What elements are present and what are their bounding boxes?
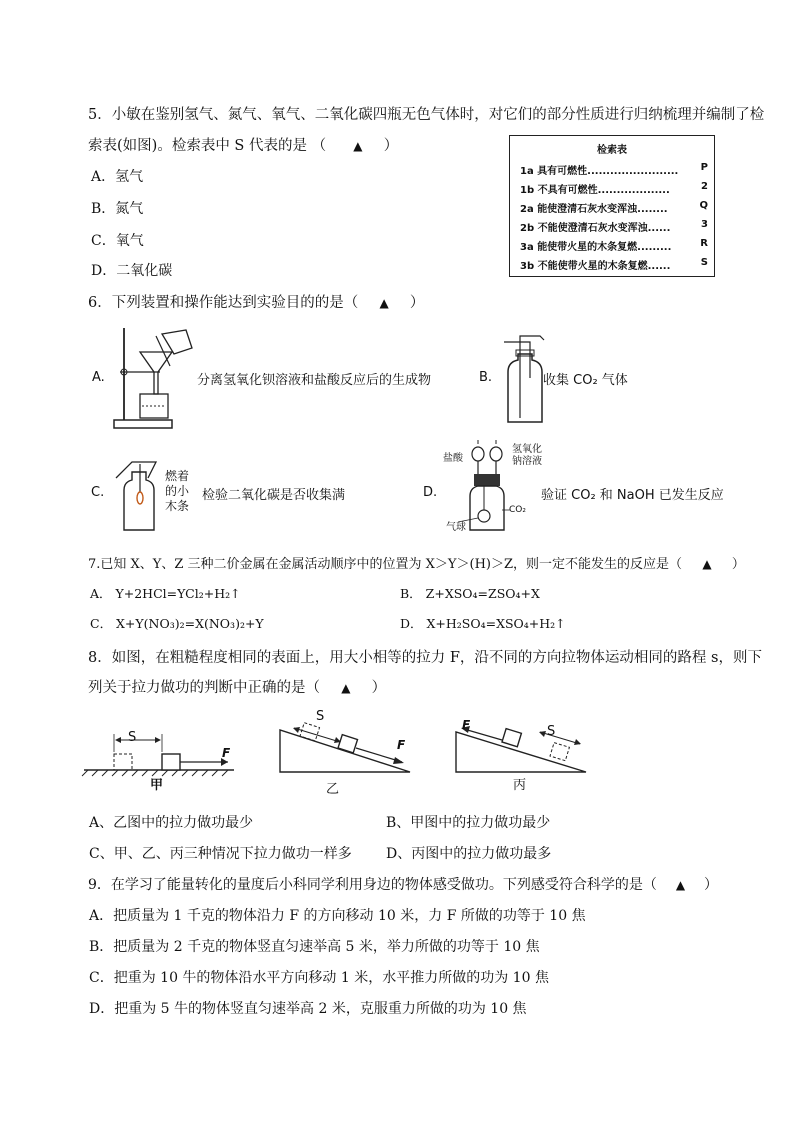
q7-option-d[interactable]: D． X+H₂SO₄=XSO₄+H₂↑ — [400, 616, 566, 631]
q6-option-a-text: 分离氢氧化钡溶液和盐酸反应后的生成物 — [197, 373, 432, 388]
f-label: F — [462, 718, 471, 732]
q5-option-b[interactable]: B．氮气 — [91, 201, 144, 217]
q5-option-c[interactable]: C．氧气 — [91, 233, 144, 249]
q5-option-a[interactable]: A．氢气 — [91, 169, 144, 185]
q5-option-d[interactable]: D．二氧化碳 — [91, 263, 173, 279]
hcl-label: 盐酸 — [443, 453, 463, 464]
q6-option-c-text: 检验二氧化碳是否收集满 — [202, 488, 346, 503]
q8-stem-line1: 8．如图，在粗糙程度相同的表面上，用大小相等的拉力 F，沿不同的方向拉物体运动相同的路程 s，则下 — [88, 650, 762, 666]
figure-bing-label: 丙 — [513, 778, 527, 793]
lookup-row: 1b 不具有可燃性................... 2 — [520, 181, 708, 196]
answer-marker: ▲ — [675, 878, 686, 892]
q7-stem: 7.已知 X、Y、Z 三种二价金属在金属活动顺序中的位置为 X＞Y＞(H)＞Z，则一定不能发生的反应是（ ▲ ） — [88, 557, 745, 572]
q8-option-a[interactable]: A、乙图中的拉力做功最少 — [89, 815, 254, 831]
answer-marker: ▲ — [702, 557, 712, 571]
lookup-row: 3a 能使带火星的木条复燃......... R — [520, 238, 708, 253]
q6-option-d-letter[interactable]: D. — [423, 485, 438, 500]
q9-option-c[interactable]: C．把重为 10 牛的物体沿水平方向移动 1 米，水平推力所做的功为 10 焦 — [89, 970, 549, 986]
q9-stem: 9．在学习了能量转化的量度后小科同学利用身边的物体感受做功。下列感受符合科学的是（ ▲ ） — [88, 877, 718, 893]
q6-option-b-letter[interactable]: B. — [479, 370, 493, 385]
q9-option-b[interactable]: B．把质量为 2 千克的物体竖直匀速举高 5 米，举力所做的功等于 10 焦 — [89, 939, 540, 955]
figure-bing-incline-down — [450, 710, 600, 778]
q8-stem-line2: 列关于拉力做功的判断中正确的是（ ▲ ） — [88, 680, 387, 696]
q6-option-a-letter[interactable]: A. — [92, 370, 105, 385]
lookup-row: 3b 不能使带火星的木条复燃...... S — [520, 257, 708, 272]
f-label: F — [222, 746, 231, 760]
s-label: S — [128, 730, 137, 745]
figure-yi-label: 乙 — [326, 782, 340, 797]
q6-option-d-text: 验证 CO₂ 和 NaOH 已发生反应 — [541, 488, 724, 503]
naoh-label: 氢氧化 钠溶液 — [512, 444, 542, 467]
q5-stem-line2: 索表(如图)。检索表中 S 代表的是 （ ▲ ） — [88, 138, 399, 154]
filtration-apparatus-icon — [112, 322, 202, 432]
figure-jia-horizontal — [84, 728, 244, 794]
lookup-table — [509, 135, 715, 277]
q7-option-c[interactable]: C． X+Y(NO₃)₂=X(NO₃)₂+Y — [90, 616, 264, 631]
q9-option-d[interactable]: D．把重为 5 牛的物体竖直匀速举高 2 米，克服重力所做的功为 10 焦 — [89, 1001, 527, 1017]
answer-marker: ▲ — [341, 681, 351, 695]
lookup-table-title: 检索表 — [597, 145, 627, 156]
s-label: S — [547, 724, 556, 739]
q6-option-c-letter[interactable]: C. — [91, 485, 105, 500]
q8-option-b[interactable]: B、甲图中的拉力做功最少 — [386, 815, 551, 831]
bottle-with-stick-icon — [114, 460, 164, 532]
q8-option-c[interactable]: C、甲、乙、丙三种情况下拉力做功一样多 — [89, 846, 352, 862]
q6-stem: 6．下列装置和操作能达到实验目的的是（ ▲ ） — [88, 295, 425, 311]
lookup-row: 2b 不能使澄清石灰水变浑浊...... 3 — [520, 219, 708, 234]
q9-option-a[interactable]: A．把质量为 1 千克的物体沿力 F 的方向移动 10 米，力 F 所做的功等于 10 焦 — [89, 908, 586, 924]
lookup-row: 2a 能使澄清石灰水变浑浊........ Q — [520, 200, 708, 215]
figure-jia-label: 甲 — [150, 778, 164, 793]
q8-option-d[interactable]: D、丙图中的拉力做功最多 — [386, 846, 552, 862]
answer-marker: ▲ — [379, 296, 389, 310]
co2-naoh-apparatus-icon — [462, 440, 522, 532]
balloon-label: 气球 — [446, 522, 466, 533]
q7-option-a[interactable]: A． Y+2HCl=YCl₂+H₂↑ — [90, 586, 241, 601]
s-label: S — [316, 709, 325, 724]
answer-marker: ▲ — [353, 139, 363, 153]
q5-stem-line1: 5．小敏在鉴别氢气、氮气、氧气、二氧化碳四瓶无色气体时，对它们的部分性质进行归纳梳理并编制了检 — [88, 107, 765, 123]
q7-option-b[interactable]: B． Z+XSO₄=ZSO₄+X — [400, 586, 540, 601]
q6-option-b-text: 收集 CO₂ 气体 — [543, 373, 628, 388]
stick-label: 燃着 的小 木条 — [165, 469, 190, 513]
lookup-row: 1a 具有可燃性........................ P — [520, 162, 708, 177]
co2-label: CO₂ — [509, 505, 526, 515]
f-label: F — [397, 738, 406, 752]
